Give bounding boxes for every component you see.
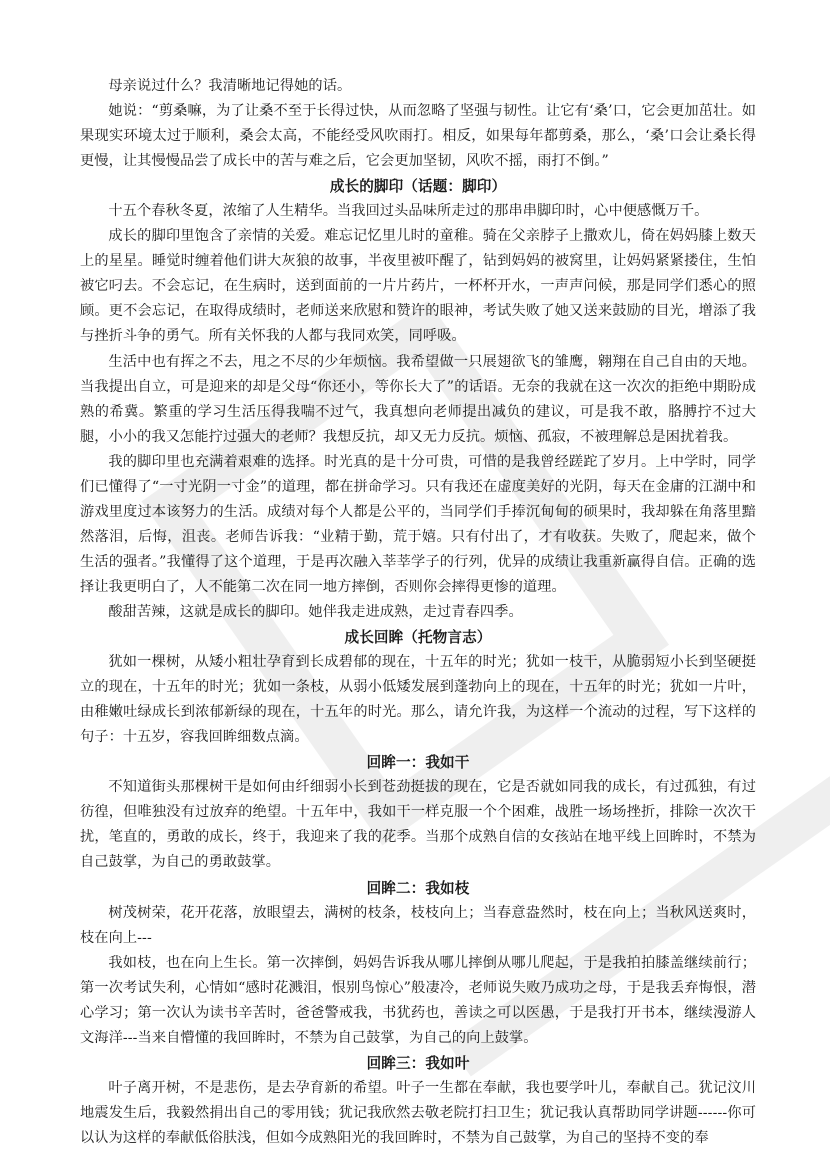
paragraph: 母亲说过什么？我清晰地记得她的话。 — [108, 78, 352, 94]
paragraph: 我如枝，也在向上生长。第一次摔倒，妈妈告诉我从哪儿摔倒从哪儿爬起，于是我拍拍膝盖继续前行；第一次考试失利，心情如“感时花溅泪，恨别鸟惊心”般凄冷，老师说失败乃成功之母，于是我丢弃悔恨，潜心学习；第一次认为读书辛苦时，爸爸警戒我，书犹药也，善读之可以医愚，于是我打开书本，继续漫游人文海洋---当来自懵懂的我回眸时，不禁为自己鼓掌，为自己的向上鼓掌。 — [80, 954, 756, 1046]
paragraph: 犹如一棵树，从矮小粗壮孕育到长成碧郁的现在，十五年的时光；犹如一枝干，从脆弱短小长到坚硬挺立的现在，十五年的时光；犹如一条枝，从弱小低矮发展到蓬勃向上的现在，十五年的时光；犹如一片叶，由稚嫩吐绿成长到浓郁新绿的现在，十五年的时光。那么，请允许我，为这样一个流动的过程，写下这样的句子：十五岁，容我回眸细数点滴。 — [80, 654, 756, 746]
paragraph: 酸甜苦辣，这就是成长的脚印。她伴我走进成熟，走过青春四季。 — [108, 603, 523, 620]
paragraph: 不知道街头那棵树干是如何由纤细弱小长到苍劲挺拔的现在，它是否就如同我的成长，有过孤独，有过彷徨，但唯独没有过放弃的绝望。十五年中，我如干一样克服一个个困难，战胜一场场挫折，排除一次次干扰，笔直的，勇敢的成长，终于，我迎来了我的花季。当那个成熟自信的女孩站在地平线上回眸时，不禁为自己鼓掌，为自己的勇敢鼓掌。 — [80, 779, 756, 871]
paragraph: 生活中也有挥之不去，甩之不尽的少年烦恼。我希望做一只展翅欲飞的雏鹰，翱翔在自己自由的天地。当我提出自立，可是迎来的却是父母“你还小，等你长大了”的话语。无奈的我就在这一次次的拒绝中期盼成熟的希冀。繁重的学习生活压得我喘不过气，我真想向老师提出减负的建议，可是我不敢，胳膊拧不过大腿，小小的我又怎能拧过强大的老师？我想反抗，却又无力反抗。烦恼、孤寂，不被理解总是困扰着我。 — [80, 353, 756, 445]
paragraph: 十五个春秋冬夏，浓缩了人生精华。当我回过头品味所走过的那串串脚印时，心中便感慨万千。 — [108, 203, 709, 220]
section-heading: 回眸三：我如叶 — [366, 1054, 470, 1072]
paragraph: 树茂树荣，花开花落，放眼望去，满树的枝条，枝枝向上；当春意盎然时，枝在向上；当秋风送爽时，枝在向上--- — [80, 904, 756, 946]
paragraph: 成长的脚印里饱含了亲情的关爱。难忘记忆里儿时的童稚。骑在父亲脖子上撒欢儿，倚在妈妈膝上数天上的星星。睡觉时缠着他们讲大灰狼的故事，半夜里被吓醒了，钻到妈妈的被窝里，让妈妈紧紧搂住，生怕被它叼去。不会忘记，在生病时，送到面前的一片片药片，一杯杯开水，一声声问候，那是同学们悉心的照顾。更不会忘记，在取得成绩时，老师送来欣慰和赞许的眼神，考试失败了她又送来鼓励的目光，增添了我与挫折斗争的勇气。所有关怀我的人都与我同欢笑，同呼吸。 — [80, 228, 756, 345]
section-heading: 回眸一：我如干 — [366, 754, 470, 772]
paragraph: 叶子离开树，不是悲伤，是去孕育新的希望。叶子一生都在奉献，我也要学叶儿，奉献自己。犹记汶川地震发生后，我毅然捐出自己的零用钱；犹记我欣然去敬老院打扫卫生；犹记我认真帮助同学讲题------你可以认为这样的奉献低俗肤浅，但如今成熟阳光的我回眸时，不禁为自己鼓掌，为自己的坚持不变的奉 — [80, 1079, 756, 1146]
paragraph: 我的脚印里也充满着艰难的选择。时光真的是十分可贵，可惜的是我曾经蹉跎了岁月。上中学时，同学们已懂得了“一寸光阴一寸金”的道理，都在拼命学习。只有我还在虚度美好的光阴，每天在金庸的江湖中和游戏里度过本该努力的生活。成绩对每个人都是公平的，当同学们手捧沉甸甸的硕果时，我却躲在角落里黯然落泪，后悔，沮丧。老师告诉我：“业精于勤，荒于嬉。只有付出了，才有收获。失败了，爬起来，做个生活的强者。”我懂得了这个道理，于是再次融入莘莘学子的行列，优异的成绩让我重新赢得自信。正确的选择让我更明白了，人不能第二次在同一地方摔倒，否则你会摔得更惨的道理。 — [80, 453, 756, 595]
section-heading: 成长的脚印（话题：脚印） — [329, 178, 507, 196]
document-body — [80, 74, 756, 1151]
paragraph: 她说：“剪桑嘛，为了让桑不至于长得过快，从而忽略了坚强与韧性。让它有‘桑’口，它会更加茁壮。如果现实环境太过于顺利，桑会太高，不能经受风吹雨打。相反，如果每年都剪桑，那么，‘桑’口会让桑长得更慢，让其慢慢品尝了成长中的苦与难之后，它会更加坚韧，风吹不摇，雨打不倒。” — [80, 103, 756, 170]
section-heading: 回眸二：我如枝 — [366, 879, 470, 897]
section-heading: 成长回眸（托物言志） — [344, 629, 492, 647]
